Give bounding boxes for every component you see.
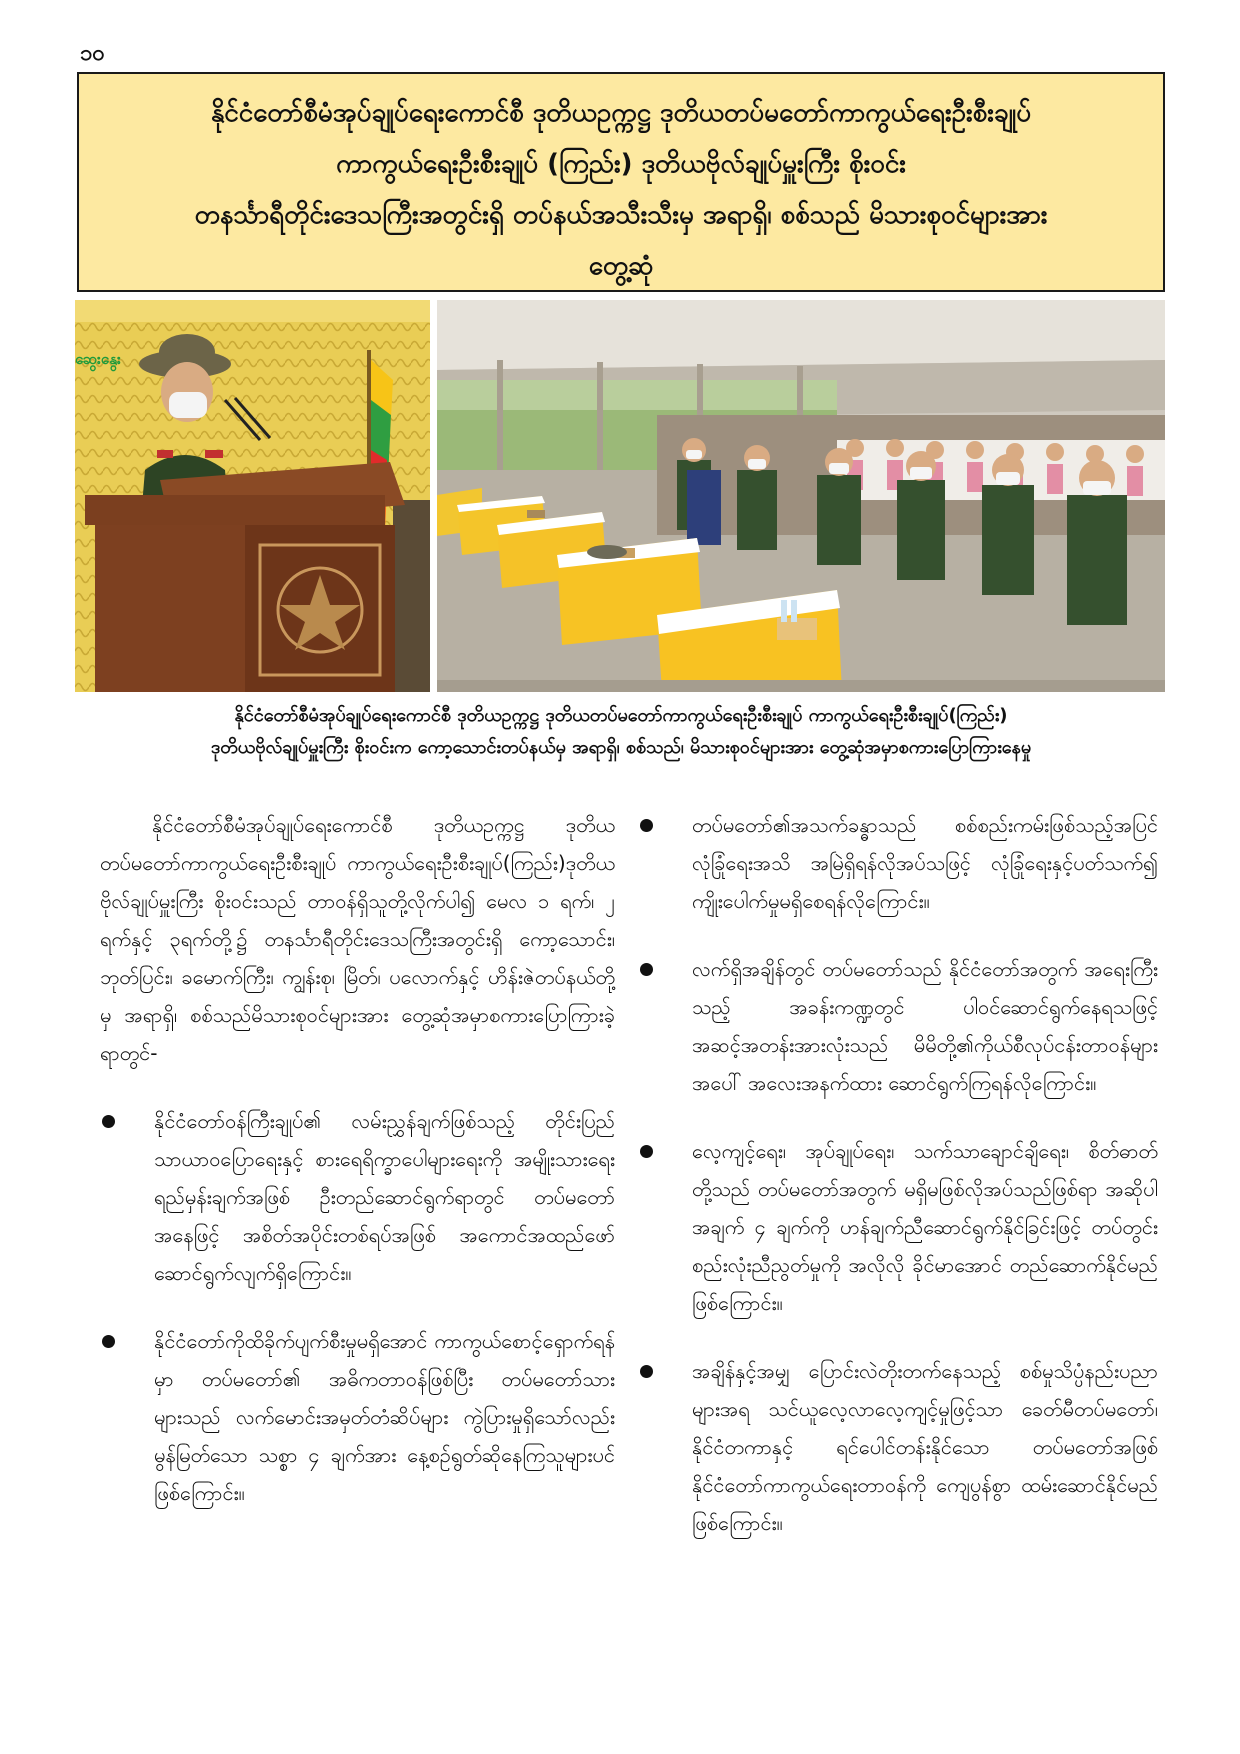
photo-speaker-podium (75, 300, 430, 692)
bullet-item (638, 806, 1158, 920)
bullet-item (100, 1102, 615, 1292)
bullet-dot-icon (102, 1335, 115, 1348)
bullet-text: နိုင်ငံတော်ဝန်ကြီးချုပ်၏ လမ်းညွှန်ချက်ဖြစ်သည့် တိုင်းပြည်သာယာဝပြောရေးနှင့် စားရေရိက္ခာပေါများရေးကို အမျိုးသားရေးရည်မှန်းချက်အဖြစ် ဦးတည်ဆောင်ရွက်ရာတွင် တပ်မတော်အနေဖြင့် အစိတ်အပိုင်းတစ်ရပ်အဖြစ် အကောင်အထည်ဖော် ဆောင်ရွက်လျက်ရှိကြောင်း။ (154, 1109, 615, 1285)
article-column-right (638, 806, 1158, 1572)
bullet-text: အချိန်နှင့်အမျှ ပြောင်းလဲတိုးတက်နေသည့် စစ်မှုသိပ္ပံနည်းပညာများအရ သင်ယူလေ့လာလေ့ကျင့်မှုဖြင့်သာ ခေတ်မီတပ်မတော်၊ နိုင်ငံတကာနှင့် ရင်ပေါင်တန်းနိုင်သော တပ်မတော်အဖြစ် နိုင်ငံတော်ကာကွယ်ရေးတာဝန်ကို ကျေပွန်စွာ ထမ်းဆောင်နိုင်မည်ဖြစ်ကြောင်း။ (692, 1359, 1158, 1535)
headline-line-4: တွေ့ဆုံ (588, 251, 654, 281)
caption-line-2: ဒုတိယဗိုလ်ချုပ်မှူးကြီး စိုးဝင်းက ကော့သောင်းတပ်နယ်မှ အရာရှိ၊ စစ်သည်၊ မိသားစုဝင်များအား တွေ့ဆုံအမှာစကားပြောကြားနေမှု (210, 737, 1032, 758)
headline-box (77, 72, 1165, 292)
bullet-dot-icon (640, 1365, 653, 1378)
bullet-dot-icon (640, 1145, 653, 1158)
photo-caption (77, 700, 1165, 764)
podium (85, 462, 405, 692)
article-column-left (100, 806, 615, 1542)
headline-line-2: ကာကွယ်ရေးဦးစီးချုပ် (ကြည်း) ဒုတိယဗိုလ်ချုပ်မှူးကြီး စိုးဝင်း (336, 149, 906, 179)
bullet-item (638, 950, 1158, 1102)
bullet-dot-icon (640, 963, 653, 976)
caption-line-1: နိုင်ငံတော်စီမံအုပ်ချုပ်ရေးကောင်စီ ဒုတိယဥက္ကဋ္ဌ ဒုတိယတပ်မတော်ကာကွယ်ရေးဦးစီးချုပ် ကာကွယ်ရေးဦးစီးချုပ်(ကြည်း) (234, 705, 1008, 726)
bullet-item (638, 1352, 1158, 1542)
bullet-text: လေ့ကျင့်ရေး၊ အုပ်ချုပ်ရေး၊ သက်သာချောင်ချိရေး၊ စိတ်ဓာတ်တို့သည် တပ်မတော်အတွက် မရှိမဖြစ်လိုအပ်သည်ဖြစ်ရာ အဆိုပါအချက် ၄ ချက်ကို ဟန်ချက်ညီဆောင်ရွက်နိုင်ခြင်းဖြင့် တပ်တွင်းစည်းလုံးညီညွတ်မှုကို အလိုလို ခိုင်မာအောင် တည်ဆောက်နိုင်မည်ဖြစ်ကြောင်း။ (692, 1139, 1158, 1315)
banner-text: ဆွေးနွေး (75, 350, 121, 368)
bullet-item (638, 1132, 1158, 1322)
bullet-item (100, 1322, 615, 1512)
bullet-text: နိုင်ငံတော်ကိုထိခိုက်ပျက်စီးမှုမရှိအောင် ကာကွယ်စောင့်ရှောက်ရန်မှာ တပ်မတော်၏ အဓိကတာဝန်ဖြစ်ပြီး တပ်မတော်သားများသည် လက်မောင်းအမှတ်တံဆိပ်များ ကွဲပြားမှုရှိသော်လည်း မွန်မြတ်သော သစ္စာ ၄ ချက်အား နေ့စဉ်ရွတ်ဆိုနေကြသူများပင်ဖြစ်ကြောင်း။ (154, 1329, 615, 1505)
bullet-dot-icon (640, 819, 653, 832)
bullet-text: တပ်မတော်၏အသက်ခန္ဓာသည် စစ်စည်းကမ်းဖြစ်သည့်အပြင် လုံခြုံရေးအသိ အမြဲရှိရန်လိုအပ်သဖြင့် လုံခြုံရေးနှင့်ပတ်သက်၍ ကျိုးပေါက်မှုမရှိစေရန်လိုကြောင်း။ (692, 813, 1158, 913)
headline-line-3: တနင်္သာရီတိုင်းဒေသကြီးအတွင်းရှိ တပ်နယ်အသီးသီးမှ အရာရှိ၊ စစ်သည် မိသားစုဝင်များအား (194, 200, 1048, 230)
intro-paragraph: နိုင်ငံတော်စီမံအုပ်ချုပ်ရေးကောင်စီ ဒုတိယဥက္ကဋ္ဌ ဒုတိယတပ်မတော်ကာကွယ်ရေးဦးစီးချုပ် ကာကွယ်ရေးဦးစီးချုပ်(ကြည်း)ဒုတိယဗိုလ်ချုပ်မှူးကြီး စိုးဝင်းသည် တာဝန်ရှိသူတို့လိုက်ပါ၍ မေလ ၁ ရက်၊ ၂ ရက်နှင့် ၃ရက်တို့၌ တနင်္သာရီတိုင်းဒေသကြီးအတွင်းရှိ ကော့သောင်း၊ ဘုတ်ပြင်း၊ ခမောက်ကြီး၊ ကျွန်းစု၊ မြိတ်၊ ပလောက်နှင့် ဟိန်းဇဲတပ်နယ်တို့မှ အရာရှိ၊ စစ်သည်မိသားစုဝင်များအား တွေ့ဆုံအမှာစကားပြောကြားခဲ့ရာတွင်- (100, 813, 615, 1065)
page-number: ၁၀ (80, 41, 105, 66)
water-bottle-icon (781, 600, 787, 622)
photo-audience-hall (437, 300, 1165, 692)
bullet-dot-icon (102, 1115, 115, 1128)
bullet-text: လက်ရှိအချိန်တွင် တပ်မတော်သည် နိုင်ငံတော်အတွက် အရေးကြီးသည့် အခန်းကဏ္ဍတွင် ပါဝင်ဆောင်ရွက်နေရသဖြင့် အဆင့်အတန်းအားလုံးသည် မိမိတို့၏ကိုယ်စီလုပ်ငန်းတာဝန်များအပေါ် အလေးအနက်ထား ဆောင်ရွက်ကြရန်လိုကြောင်း။ (692, 957, 1158, 1095)
headline-line-1: နိုင်ငံတော်စီမံအုပ်ချုပ်ရေးကောင်စီ ဒုတိယဥက္ကဋ္ဌ ဒုတိယတပ်မတော်ကာကွယ်ရေးဦးစီးချုပ် (210, 98, 1032, 128)
